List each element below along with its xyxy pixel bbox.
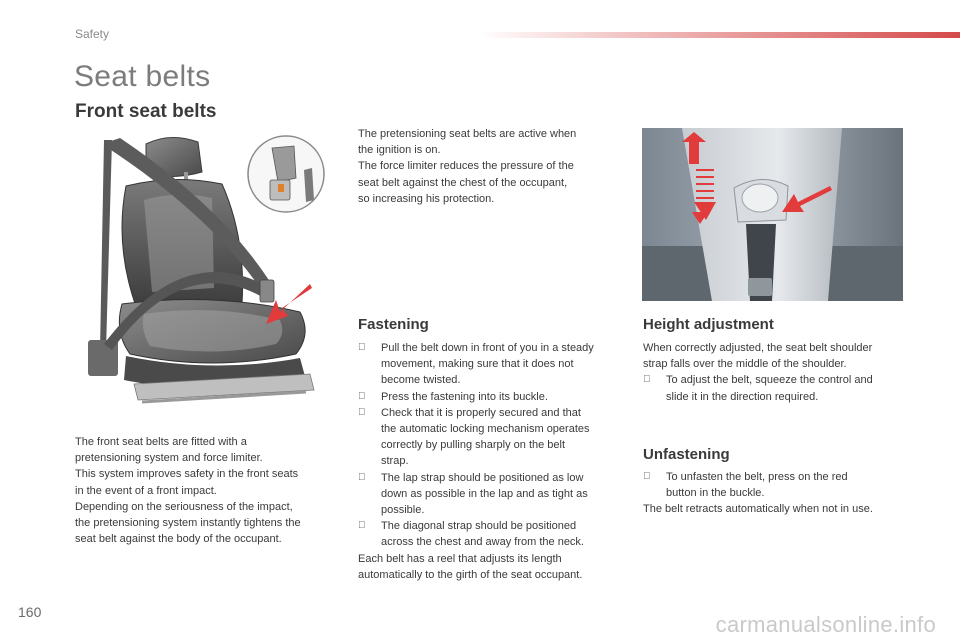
unfastening-heading: Unfastening [643, 446, 730, 463]
unfastening-list [643, 469, 913, 501]
watermark-link[interactable]: carmanualsonline.info [715, 612, 936, 637]
height-adjustment-list [643, 372, 908, 404]
list-item: The lap strap should be positioned as low down as possible in the lap and as tight as possible. [358, 470, 628, 519]
bullet-icon [358, 340, 366, 356]
header-accent-bar [480, 32, 960, 38]
list-item: Press the fastening into its buckle. [358, 389, 628, 405]
list-item: Pull the belt down in front of you in a steady movement, making sure that it does not become twisted. [358, 340, 628, 389]
section-label: Safety [75, 27, 110, 41]
page-number: 160 [18, 604, 42, 620]
fastening-heading: Fastening [358, 316, 429, 333]
height-adjustment-text: When correctly adjusted, the seat belt shoulder strap falls over the middle of the shoulder. To adjust the belt, squeeze the control and slide it in the direction required. [643, 340, 908, 405]
height-adjustment-heading: Height adjustment [643, 316, 774, 333]
list-item: The diagonal strap should be positioned across the chest and away from the neck. [358, 518, 628, 550]
list-item: Check that it is properly secured and that the automatic locking mechanism operates correctly by pulling sharply on the belt strap. [358, 405, 628, 470]
seat-illustration [74, 128, 336, 420]
list-item: To adjust the belt, squeeze the control and slide it in the direction required. [643, 372, 908, 404]
bullet-icon [358, 470, 366, 486]
unfastening-text: To unfasten the belt, press on the red button in the buckle. The belt retracts automatically when not in use. [643, 469, 913, 518]
bullet-icon [358, 518, 366, 534]
page-title: Seat belts [74, 60, 211, 93]
height-adjustment-photo [642, 128, 903, 301]
bullet-icon [643, 469, 651, 485]
car-seat-figure [74, 128, 336, 420]
pretension-text: The pretensioning seat belts are active when the ignition is on. The force limiter reduces the pressure of the seat belt against the chest of the occupant, so increasing his protection. [358, 128, 577, 205]
list-item: To unfasten the belt, press on the red button in the buckle. [643, 469, 913, 501]
intro-text: The front seat belts are fitted with a pretensioning system and force limiter. This system improves safety in the front seats in the event of a front impact. Depending on the seriousness of the impact, the pretensioning system instantly tightens the seat belt against the body of the occupant. [75, 436, 301, 546]
bullet-icon [358, 389, 366, 405]
bullet-icon [358, 405, 366, 421]
fastening-list [358, 340, 628, 551]
bullet-icon [643, 372, 651, 388]
section-heading-front-seat-belts: Front seat belts [75, 101, 217, 122]
belt-height-figure [642, 128, 903, 301]
fastening-text: Pull the belt down in front of you in a steady movement, making sure that it does not become twisted. Press the fastening into its buckle. Check that it is properly secured and that the automatic locking mechanism operates correctly by pulling sharply on the belt strap. The lap strap should be positioned as low down as possible in the lap and as tight as possible. The diagonal strap should be positioned across the chest and away from the neck. Each belt has a reel that adjusts its length automatically to the girth of the seat occupant. [358, 340, 628, 583]
